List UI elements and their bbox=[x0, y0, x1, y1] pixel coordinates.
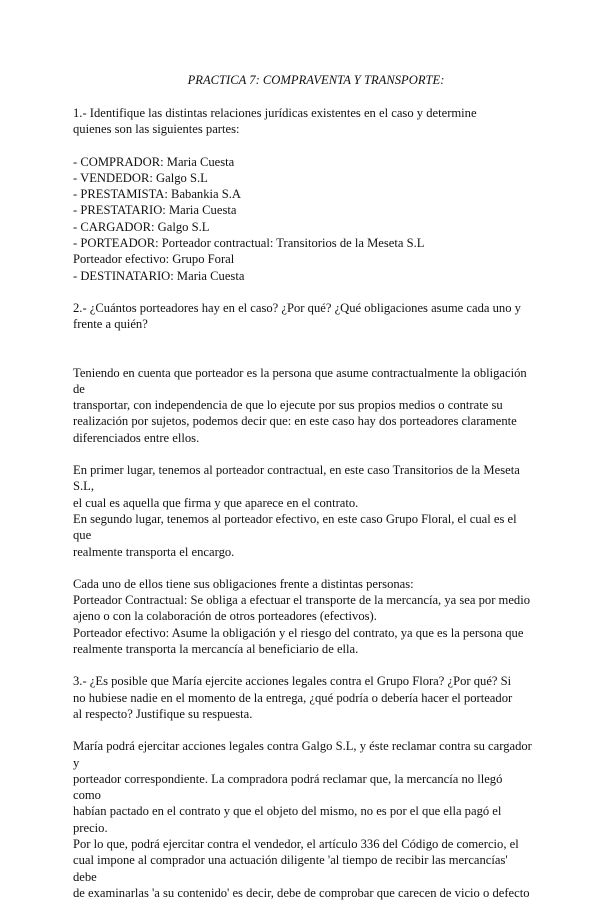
question-line: quienes son las siguientes partes: bbox=[73, 122, 240, 137]
question-2 bbox=[73, 300, 533, 333]
text-line: cual impone al comprador una actuación diligente 'al tiempo de recibir las mercancías' debe bbox=[73, 853, 508, 884]
text-line: realmente transporta el encargo. bbox=[73, 544, 235, 559]
question-3 bbox=[73, 673, 533, 722]
text-line: Por lo que, podrá ejercitar contra el vendedor, el artículo 336 del Código de comercio, el bbox=[73, 836, 519, 851]
text-line: habían pactado en el contrato y que el objeto del mismo, no es por el que ella pagó el precio. bbox=[73, 804, 502, 835]
list-item: - CARGADOR: Galgo S.L bbox=[73, 219, 210, 234]
text-line: En segundo lugar, tenemos al porteador efectivo, en este caso Grupo Floral, el cual es el que bbox=[73, 511, 517, 543]
answer-2-paragraph-2 bbox=[73, 462, 533, 560]
page-title: PRACTICA 7: COMPRAVENTA Y TRANSPORTE: bbox=[187, 73, 445, 87]
question-line: 2.- ¿Cuántos porteadores hay en el caso? ¿Por qué? ¿Qué obligaciones asume cada uno y bbox=[73, 300, 521, 315]
list-item: - VENDEDOR: Galgo S.L bbox=[73, 170, 208, 185]
text-line: de examinarlas 'a su contenido' es decir, debe de comprobar que carecen de vicio o defecto bbox=[73, 885, 530, 900]
list-item: - PRESTATARIO: Maria Cuesta bbox=[73, 203, 237, 218]
text-line: diferenciados entre ellos. bbox=[73, 430, 200, 445]
text-line: Teniendo en cuenta que porteador es la persona que asume contractualmente la obligación de bbox=[73, 365, 527, 396]
question-line: al respecto? Justifique su respuesta. bbox=[73, 706, 253, 721]
document-page bbox=[73, 72, 533, 901]
list-item: - PRESTAMISTA: Babankia S.A bbox=[73, 187, 241, 202]
text-line: realización por sujetos, podemos decir que: en este caso hay dos porteadores claramente bbox=[73, 414, 517, 429]
text-line: Porteador Contractual: Se obliga a efectuar el transporte de la mercancía, ya sea por medio bbox=[73, 593, 531, 608]
question-1 bbox=[73, 105, 533, 138]
text-line: transportar, con independencia de que lo ejecute por sus propios medios o contrate su bbox=[73, 398, 503, 413]
text-line: ajeno o con la colaboración de otros porteadores (efectivos). bbox=[73, 609, 377, 624]
text-line: Porteador efectivo: Asume la obligación y el riesgo del contrato, ya que es la persona que bbox=[73, 625, 524, 640]
text-line: realmente transporta la mercancía al beneficiario de ella. bbox=[73, 642, 359, 657]
list-item: - DESTINATARIO: Maria Cuesta bbox=[73, 268, 245, 283]
list-item: - PORTEADOR: Porteador contractual: Transitorios de la Meseta S.L bbox=[73, 236, 425, 251]
question-line: frente a quién? bbox=[73, 317, 148, 332]
parties-list bbox=[73, 154, 533, 284]
text-line: Cada uno de ellos tiene sus obligaciones frente a distintas personas: bbox=[73, 576, 414, 591]
answer-2-paragraph-3 bbox=[73, 576, 533, 657]
text-line: porteador correspondiente. La compradora podrá reclamar que, la mercancía no llegó como bbox=[73, 771, 503, 803]
text-line: En primer lugar, tenemos al porteador contractual, en este caso Transitorios de la Meseta S.L, bbox=[73, 463, 520, 494]
question-line: 3.- ¿Es posible que María ejercite acciones legales contra el Grupo Flora? ¿Por qué? Si bbox=[73, 674, 512, 689]
question-line: 1.- Identifique las distintas relaciones jurídicas existentes en el caso y determine bbox=[73, 106, 477, 120]
list-item: Porteador efectivo: Grupo Foral bbox=[73, 252, 235, 267]
answer-2-paragraph-1 bbox=[73, 365, 533, 446]
list-item: - COMPRADOR: Maria Cuesta bbox=[73, 154, 235, 169]
text-line: María podrá ejercitar acciones legales contra Galgo S.L, y éste reclamar contra su cargador y bbox=[73, 739, 532, 770]
text-line: el cual es aquella que firma y que aparece en el contrato. bbox=[73, 495, 359, 510]
question-line: no hubiese nadie en el momento de la entrega, ¿qué podría o debería hacer el porteador bbox=[73, 690, 513, 705]
answer-3-paragraph-1 bbox=[73, 738, 533, 901]
